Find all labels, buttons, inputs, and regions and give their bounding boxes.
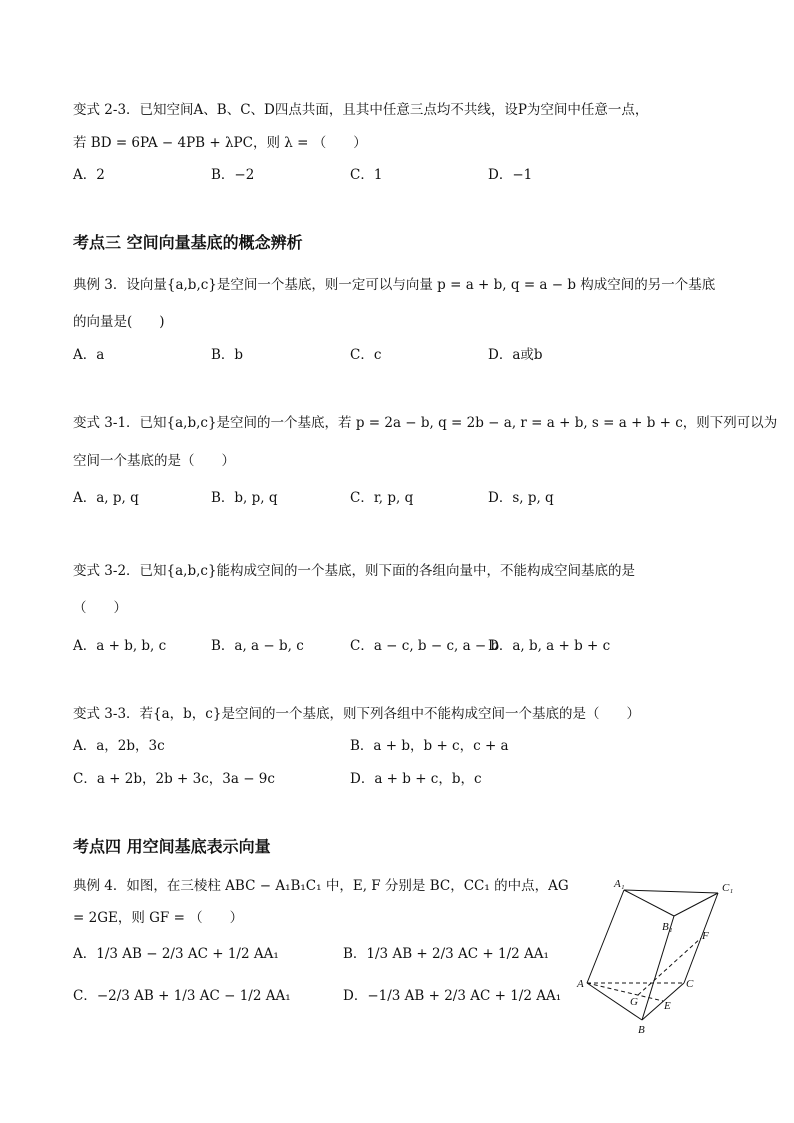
section4-title: 考点四 用空间基底表示向量 [73, 837, 271, 856]
v33-option-b: B．a + b，b + c，c + a [350, 738, 509, 754]
v23-option-a: A．2 [73, 167, 105, 183]
v31-option-b: B．b, p, q [211, 490, 278, 506]
ex3-option-a: A．a [73, 347, 105, 363]
ex3-option-c: C．c [350, 347, 382, 363]
label-a: A [577, 978, 584, 990]
v33-line1: 变式 3-3．若{a，b，c}是空间的一个基底，则下列各组中不能构成空间一个基底的是（ ） [73, 706, 640, 722]
label-g: G [630, 996, 638, 1008]
ex4-line2: = 2GE，则 GF = （ ） [73, 910, 244, 926]
v32-line1: 变式 3-2．已知{a,b,c}能构成空间的一个基底，则下面的各组向量中，不能构成空间基底的是 [73, 563, 636, 579]
edge-a1c1 [624, 890, 718, 893]
v32-option-b: B．a, a − b, c [211, 638, 304, 654]
edge-aa1 [587, 890, 624, 983]
label-e: E [664, 1000, 671, 1012]
prism-figure [572, 875, 772, 1035]
v33-option-d: D．a + b + c，b，c [350, 771, 482, 787]
v31-option-a: A．a, p, q [73, 490, 139, 506]
v23-option-c: C．1 [350, 167, 383, 183]
edge-bc [642, 983, 684, 1020]
v23-line2: 若 BD = 6PA − 4PB + λPC，则 λ = （ ） [73, 135, 367, 151]
v32-option-a: A．a + b, b, c [73, 638, 167, 654]
ex4-option-b: B．1/3 AB + 2/3 AC + 1/2 AA₁ [343, 946, 549, 962]
label-c1: C₁ [722, 882, 734, 894]
ex3-line1: 典例 3．设向量{a,b,c}是空间一个基底，则一定可以与向量 p = a + b, q = a − b 构成空间的另一个基底 [73, 277, 716, 293]
ex3-line2: 的向量是( ) [73, 314, 165, 330]
ex4-option-c: C．−2/3 AB + 1/3 AC − 1/2 AA₁ [73, 988, 291, 1004]
ex4-option-d: D．−1/3 AB + 2/3 AC + 1/2 AA₁ [343, 988, 562, 1004]
edge-b1c1 [674, 893, 718, 916]
ex3-option-d: D．a或b [488, 347, 543, 363]
label-a1: A₁ [614, 878, 625, 890]
v31-option-d: D．s, p, q [488, 490, 554, 506]
ex4-line1: 典例 4．如图，在三棱柱 ABC − A₁B₁C₁ 中，E, F 分别是 BC，CC₁ 的中点，AG [73, 878, 569, 894]
segment-ae [587, 983, 663, 1001]
v31-line2: 空间一个基底的是（ ） [73, 453, 235, 469]
v33-option-c: C．a + 2b，2b + 3c，3a − 9c [73, 771, 275, 787]
v23-line1: 变式 2-3．已知空间A、B、C、D四点共面，且其中任意三点均不共线，设P为空间中任意一点， [73, 102, 649, 118]
v33-option-a: A．a，2b，3c [73, 738, 165, 754]
label-f: F [702, 930, 709, 942]
v23-option-b: B．−2 [211, 167, 255, 183]
v32-option-c: C．a − c, b − c, a − b [350, 638, 500, 654]
v23-option-d: D．−1 [488, 167, 533, 183]
label-b1: B₁ [662, 921, 673, 933]
v32-option-d: D．a, b, a + b + c [488, 638, 611, 654]
ex4-option-a: A．1/3 AB − 2/3 AC + 1/2 AA₁ [73, 946, 279, 962]
v31-option-c: C．r, p, q [350, 490, 414, 506]
v31-line1: 变式 3-1．已知{a,b,c}是空间的一个基底，若 p = 2a − b, q = 2b − a, r = a + b, s = a + b + c，则下列可以为 [73, 415, 778, 431]
label-b: B [638, 1024, 645, 1035]
section3-title: 考点三 空间向量基底的概念辨析 [73, 233, 303, 252]
edge-a1b1 [624, 890, 674, 916]
ex3-option-b: B．b [211, 347, 244, 363]
label-c: C [686, 978, 694, 990]
v32-line2: （ ） [73, 600, 127, 616]
